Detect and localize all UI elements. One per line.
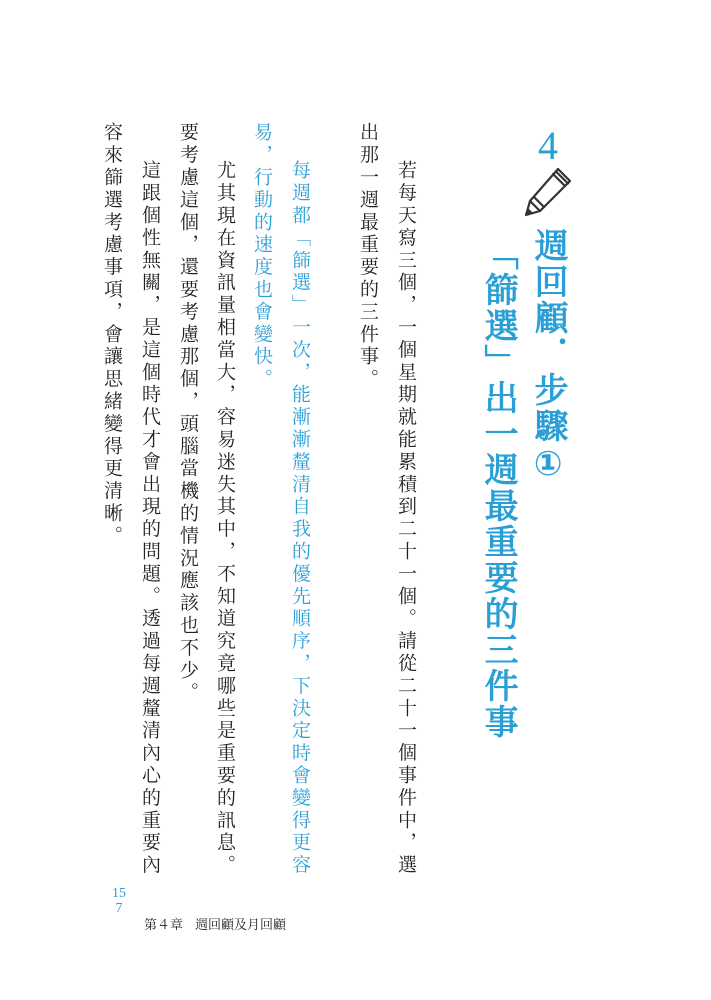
running-footer — [144, 914, 286, 933]
paragraph-4-line-2: 容來篩選考慮事項，會讓思緒變得更清晰。 — [101, 122, 123, 548]
paragraph-1-line-2: 出那一週最重要的三件事。 — [357, 122, 379, 391]
footer-chapter-title: 週回顧及月回顧 — [195, 918, 287, 933]
paragraph-3-line-2: 要考慮這個，還要考慮那個，頭腦當機的情況應該也不少。 — [177, 122, 199, 705]
paragraph-1-line-1: 若每天寫三個，一個星期就能累積到二十一個。請從二十一個事件中，選 — [395, 160, 417, 877]
paragraph-3-line-1: 尤其現在資訊量相當大，容易迷失其中，不知道究竟哪些是重要的訊息。 — [214, 160, 236, 877]
highlight-paragraph-line-2: 易，行動的速度也會變快。 — [251, 122, 273, 391]
highlight-paragraph-line-1: 每週都「篩選」一次，能漸漸釐清自我的優先順序，下決定時會變得更容 — [289, 160, 311, 877]
pencil-icon — [518, 163, 576, 221]
section-title-line-1: 週回顧．步驟① — [528, 228, 569, 486]
chapter-number: 4 — [538, 123, 558, 168]
paragraph-4-line-1: 這跟個性無關，是這個時代才會出現的問題。透過每週釐清內心的重要內 — [139, 160, 161, 877]
page-number: 157 — [112, 886, 126, 916]
footer-chapter-label: 第４章 — [144, 918, 184, 933]
section-title-line-2: 「篩選」出一週最重要的三件事 — [478, 236, 519, 740]
